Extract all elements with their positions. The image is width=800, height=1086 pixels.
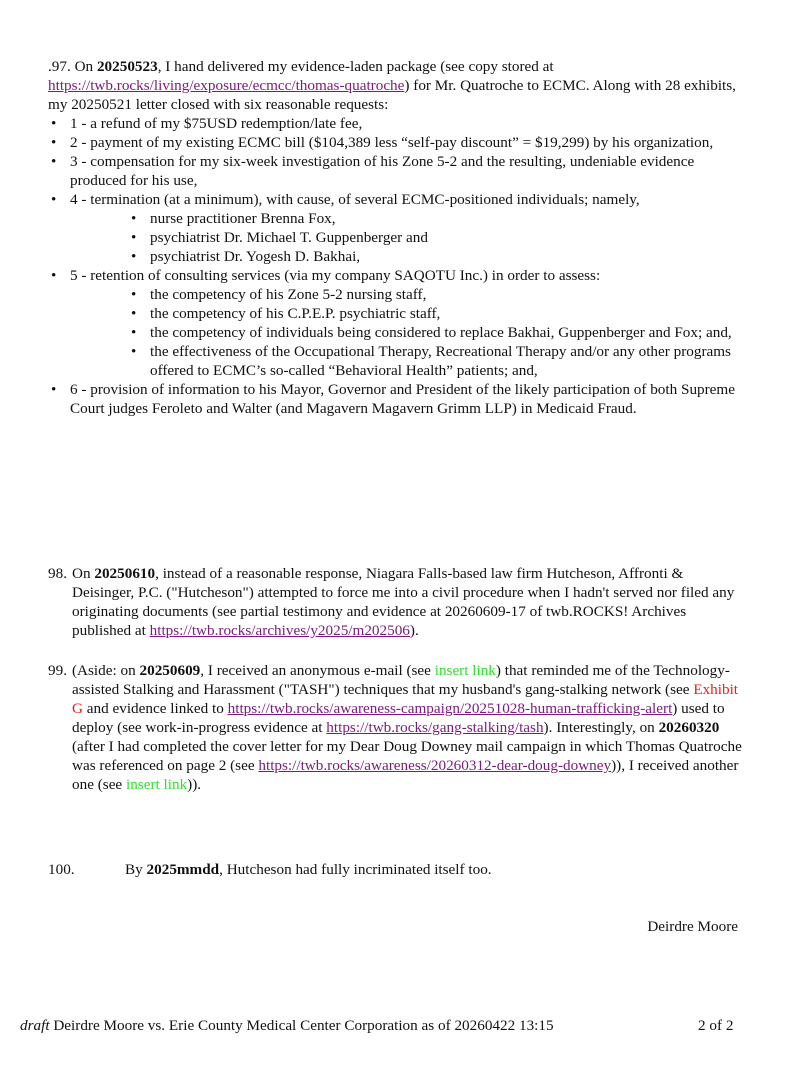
text: (after I had completed the cover letter for my Dear Doug Downey mail campaign in which Thomas Quatroche was referenced on page 2 (see — [72, 738, 742, 774]
request-item — [48, 380, 748, 418]
paragraph-number: 98. — [48, 565, 67, 582]
exhibit-reference: Exhibit G — [72, 681, 739, 717]
paragraph-98-text — [48, 564, 748, 640]
footer-text: Deirdre Moore vs. Erie County Medical Center Corporation as of 20260422 13:15 — [49, 1017, 554, 1034]
paragraph-97 — [48, 57, 748, 418]
text: On — [70, 58, 97, 75]
sub-item — [128, 323, 748, 342]
paragraph-98 — [48, 564, 748, 640]
request-text: 4 - termination (at a minimum), with cause, of several ECMC-positioned individuals; namely, — [70, 191, 640, 208]
text: , I hand delivered my evidence-laden package (see copy stored at — [157, 58, 554, 75]
link-placeholder: link — [163, 776, 188, 793]
request-text: 5 - retention of consulting services (via my company SAQOTU Inc.) in order to assess: — [70, 267, 601, 284]
request-item — [48, 114, 748, 133]
link-human-trafficking-alert[interactable]: https://twb.rocks/awareness-campaign/20251028-human-trafficking-alert — [227, 700, 673, 717]
text: By — [125, 861, 147, 878]
sub-item-text: nurse practitioner Brenna Fox, — [150, 210, 336, 227]
sub-item-text: the competency of his C.P.E.P. psychiatric staff, — [150, 305, 441, 322]
text: ) used to deploy (see work-in-progress evidence at — [72, 700, 725, 736]
page-number: 2 of 2 — [698, 1017, 734, 1034]
request-text: 6 - provision of information to his Mayor, Governor and President of the likely participation of both Supreme Court judges Feroleto and Walter (and Magavern Magavern Grimm LLP) in Medicaid Fraud. — [70, 381, 735, 417]
sub-item-text: psychiatrist Dr. Michael T. Guppenberger and — [150, 229, 428, 246]
request-item — [48, 133, 748, 152]
signature: Deirdre Moore — [647, 918, 738, 935]
sub-item-text: psychiatrist Dr. Yogesh D. Bakhai, — [150, 248, 361, 265]
termination-list — [70, 209, 748, 266]
sub-item — [128, 247, 748, 266]
sub-item — [128, 285, 748, 304]
request-text: 2 - payment of my existing ECMC bill ($104,389 less “self-pay discount” = $19,299) by his organization, — [70, 134, 714, 151]
text: )). — [187, 776, 202, 793]
request-text: 3 - compensation for my six-week investigation of his Zone 5-2 and the resulting, undeniable evidence produced for his use, — [70, 153, 695, 189]
text: )), I received another one (see — [72, 757, 739, 793]
link-thomas-quatroche[interactable]: https://twb.rocks/living/exposure/ecmcc/thomas-quatroche — [48, 77, 405, 94]
paragraph-number: 100. — [48, 861, 75, 878]
text: , instead of a reasonable response, Niagara Falls-based law firm Hutcheson, Affronti & Deisinger, P.C. ("Hutcheson") attempted to force me into a civil procedure when I hadn't served nor filed any originating documents (see partial testimony and evidence at 20260609-17 of twb.ROCKS! Archives published at — [72, 565, 735, 639]
paragraph-number: 99. — [48, 662, 67, 679]
sub-item — [128, 209, 748, 228]
text: (Aside: on — [72, 662, 140, 679]
sub-item — [128, 228, 748, 247]
text: ). Interestingly, on — [543, 719, 659, 736]
text: On — [72, 565, 95, 582]
insert-placeholder: insert — [125, 776, 160, 793]
date-bold: 20260320 — [658, 719, 720, 736]
sub-item — [128, 342, 748, 380]
request-text: 1 - a refund of my $75USD redemption/late fee, — [70, 115, 363, 132]
text: ) for Mr. Quatroche to ECMC. Along with 28 exhibits, my 20250521 letter closed with six reasonable requests: — [48, 77, 736, 113]
request-item — [48, 190, 748, 266]
text: , I received an anonymous e-mail (see — [200, 662, 435, 679]
paragraph-97-text — [48, 57, 748, 114]
insert-link-placeholder: insert link — [434, 662, 496, 679]
text: ) that reminded me of the Technology-assisted Stalking and Harassment ("TASH") techniques that my husband's gang-stalking network (see — [72, 662, 730, 698]
link-dear-doug-downey[interactable]: https://twb.rocks/awareness/20260312-dear-doug-downey — [258, 757, 612, 774]
paragraph-99-text — [48, 661, 748, 794]
date-bold: 2025mmdd — [146, 861, 220, 878]
request-item — [48, 266, 748, 380]
text: and evidence linked to — [82, 700, 228, 717]
date-bold: 20250609 — [139, 662, 201, 679]
paragraph-100-text — [125, 860, 492, 879]
sub-item — [128, 304, 748, 323]
sub-item-text: the effectiveness of the Occupational Therapy, Recreational Therapy and/or any other programs offered to ECMC’s so-called “Behavioral Health” patients; and, — [150, 343, 731, 379]
text: , Hutcheson had fully incriminated itself too. — [219, 861, 492, 878]
link-archives[interactable]: https://twb.rocks/archives/y2025/m202506 — [149, 622, 410, 639]
sub-item-text: the competency of his Zone 5-2 nursing staff, — [150, 286, 427, 303]
link-gang-stalking-tash[interactable]: https://twb.rocks/gang-stalking/tash — [326, 719, 544, 736]
paragraph-99 — [48, 661, 748, 794]
request-item — [48, 152, 748, 190]
assessment-list — [70, 285, 748, 380]
paragraph-number: .97. — [48, 58, 71, 75]
sub-item-text: the competency of individuals being considered to replace Bakhai, Guppenberger and Fox; and, — [150, 324, 732, 341]
page-footer — [20, 1016, 740, 1035]
text: ). — [409, 622, 419, 639]
requests-list — [48, 114, 748, 418]
draft-label: draft — [20, 1017, 50, 1034]
date-bold: 20250523 — [96, 58, 158, 75]
date-bold: 20250610 — [94, 565, 156, 582]
